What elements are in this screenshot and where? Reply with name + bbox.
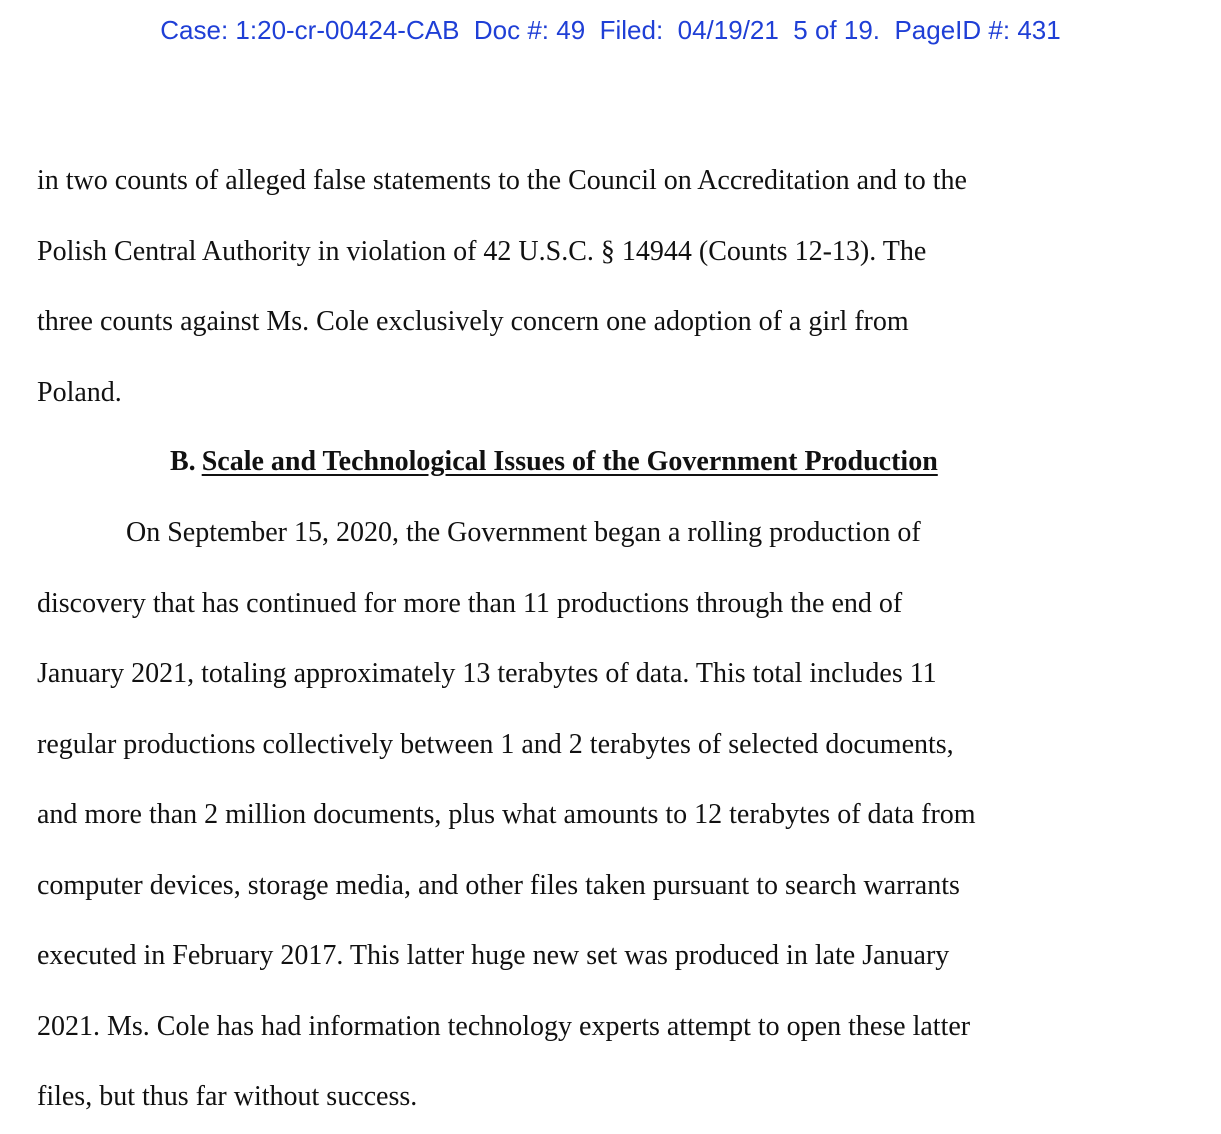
text-line: regular productions collectively between 1 and 2 terabytes of selected documents, — [37, 728, 954, 760]
text-line: executed in February 2017. This latter huge new set was produced in late January — [37, 940, 950, 971]
section-letter: B. — [170, 446, 196, 477]
paragraph-counts — [37, 146, 1187, 428]
text-line: On September 15, 2020, the Government began a rolling production of — [126, 517, 921, 548]
text-line: and more than 2 million documents, plus what amounts to 12 terabytes of data from — [37, 799, 976, 830]
text-line: Polish Central Authority in violation of 42 U.S.C. § 14944 (Counts 12-13). The — [37, 235, 927, 267]
text-line: in two counts of alleged false statements to the Council on Accreditation and to the — [37, 165, 967, 196]
ecf-filing-header: Case: 1:20-cr-00424-CAB Doc #: 49 Filed: 04/19/21 5 of 19. PageID #: 431 — [160, 15, 1061, 45]
text-line: computer devices, storage media, and other files taken pursuant to search warrants — [37, 869, 960, 901]
text-line: 2021. Ms. Cole has had information technology experts attempt to open these latter — [37, 1010, 971, 1042]
text-line: January 2021, totaling approximately 13 terabytes of data. This total includes 11 — [37, 658, 937, 689]
paragraph-production — [37, 498, 1187, 1133]
section-heading — [170, 444, 938, 480]
text-line: Poland. — [37, 376, 122, 408]
section-title: Scale and Technological Issues of the Government Production — [201, 446, 938, 477]
text-line: files, but thus far without success. — [37, 1081, 418, 1112]
text-line: three counts against Ms. Cole exclusively concern one adoption of a girl from — [37, 306, 909, 337]
text-line: discovery that has continued for more than 11 productions through the end of — [37, 587, 903, 619]
